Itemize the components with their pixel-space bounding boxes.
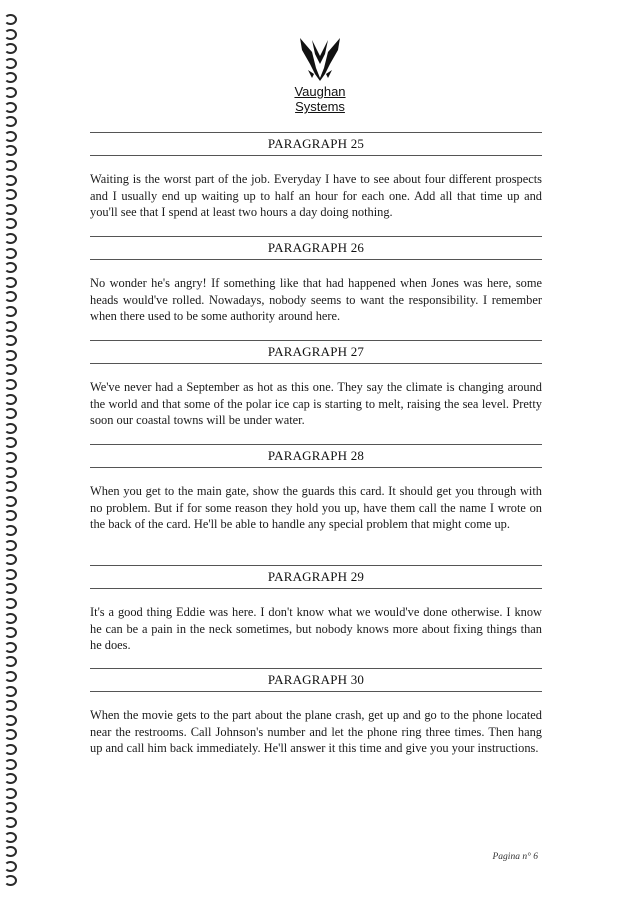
binding-ring [4,364,17,375]
binding-ring [4,481,17,492]
binding-ring [4,131,17,142]
binding-ring [4,160,17,171]
binding-ring [4,875,17,886]
binding-ring [4,379,17,390]
binding-ring [4,525,17,536]
binding-ring [4,175,17,186]
binding-ring [4,554,17,565]
paragraph-body: We've never had a September as hot as this one. They say the climate is changing around the world and that some of the polar ice cap is starting to melt, raising the sea level. Pretty soon our coastal towns will be under water. [90,380,542,428]
binding-ring [4,335,17,346]
binding-ring [4,598,17,609]
binding-ring [4,569,17,580]
binding-ring [4,861,17,872]
paragraph-heading: PARAGRAPH 25 [90,132,542,156]
paragraph-body: Waiting is the worst part of the job. Everyday I have to see about four different prospects and I usually end up waiting up to half an hour for each one. Add all that time up and you'll see that I spend at least two hours a day doing nothing. [90,172,542,220]
brand-name: Vaughan Systems [294,84,346,114]
binding-ring [4,715,17,726]
binding-ring [4,233,17,244]
binding-ring [4,583,17,594]
binding-ring [4,321,17,332]
binding-ring [4,58,17,69]
paragraph-heading: PARAGRAPH 26 [90,236,542,260]
paragraph-section [90,668,542,757]
binding-ring [4,350,17,361]
paragraph-section [90,236,542,325]
binding-ring [4,496,17,507]
binding-ring [4,218,17,229]
binding-ring [4,394,17,405]
binding-ring [4,686,17,697]
binding-ring [4,306,17,317]
binding-ring [4,43,17,54]
binding-ring [4,72,17,83]
paragraph-heading: PARAGRAPH 28 [90,444,542,468]
binding-ring [4,788,17,799]
binding-ring [4,437,17,448]
binding-ring [4,671,17,682]
paragraph-section [90,132,542,221]
binding-ring [4,408,17,419]
binding-ring [4,729,17,740]
binding-ring [4,262,17,273]
binding-ring [4,627,17,638]
paragraph-heading: PARAGRAPH 30 [90,668,542,692]
binding-ring [4,116,17,127]
binding-ring [4,759,17,770]
binding-ring [4,700,17,711]
paragraph-body: When the movie gets to the part about the plane crash, get up and go to the phone located near the restrooms. Call Johnson's number and let the phone ring three times. Then hang up and call him back immediately. He'll answer it this time and give you your instructions. [90,708,542,756]
spiral-binding [0,14,24,894]
binding-ring [4,248,17,259]
binding-ring [4,14,17,25]
paragraph-section [90,565,542,654]
binding-ring [4,452,17,463]
paragraph-heading: PARAGRAPH 29 [90,565,542,589]
binding-ring [4,87,17,98]
binding-ring [4,29,17,40]
binding-ring [4,802,17,813]
binding-ring [4,102,17,113]
binding-ring [4,744,17,755]
paragraph-section [90,340,542,429]
page-number: Pagina n° 6 [492,852,538,862]
binding-ring [4,291,17,302]
binding-ring [4,467,17,478]
binding-ring [4,423,17,434]
binding-ring [4,540,17,551]
binding-ring [4,817,17,828]
binding-ring [4,145,17,156]
binding-ring [4,613,17,624]
binding-ring [4,277,17,288]
paragraph-body: When you get to the main gate, show the guards this card. It should get you through with no problem. But if for some reason they hold you up, have them call the name I wrote on the back of the card. He'll be able to handle any special problem that might come up. [90,484,542,532]
vaughan-logo-icon [298,34,342,82]
binding-ring [4,656,17,667]
binding-ring [4,204,17,215]
binding-ring [4,510,17,521]
binding-ring [4,773,17,784]
paragraph-heading: PARAGRAPH 27 [90,340,542,364]
paragraph-section [90,444,542,533]
binding-ring [4,846,17,857]
binding-ring [4,642,17,653]
binding-ring [4,832,17,843]
binding-ring [4,189,17,200]
paragraph-body: It's a good thing Eddie was here. I don't know what we would've done otherwise. I know he can be a pain in the neck sometimes, but nobody knows more about fixing things than he does. [90,605,542,653]
paragraph-body: No wonder he's angry! If something like that had happened when Jones was here, some heads would've rolled. Nowadays, nobody seems to want the responsibility. I remember when there used to be some authority around here. [90,276,542,324]
